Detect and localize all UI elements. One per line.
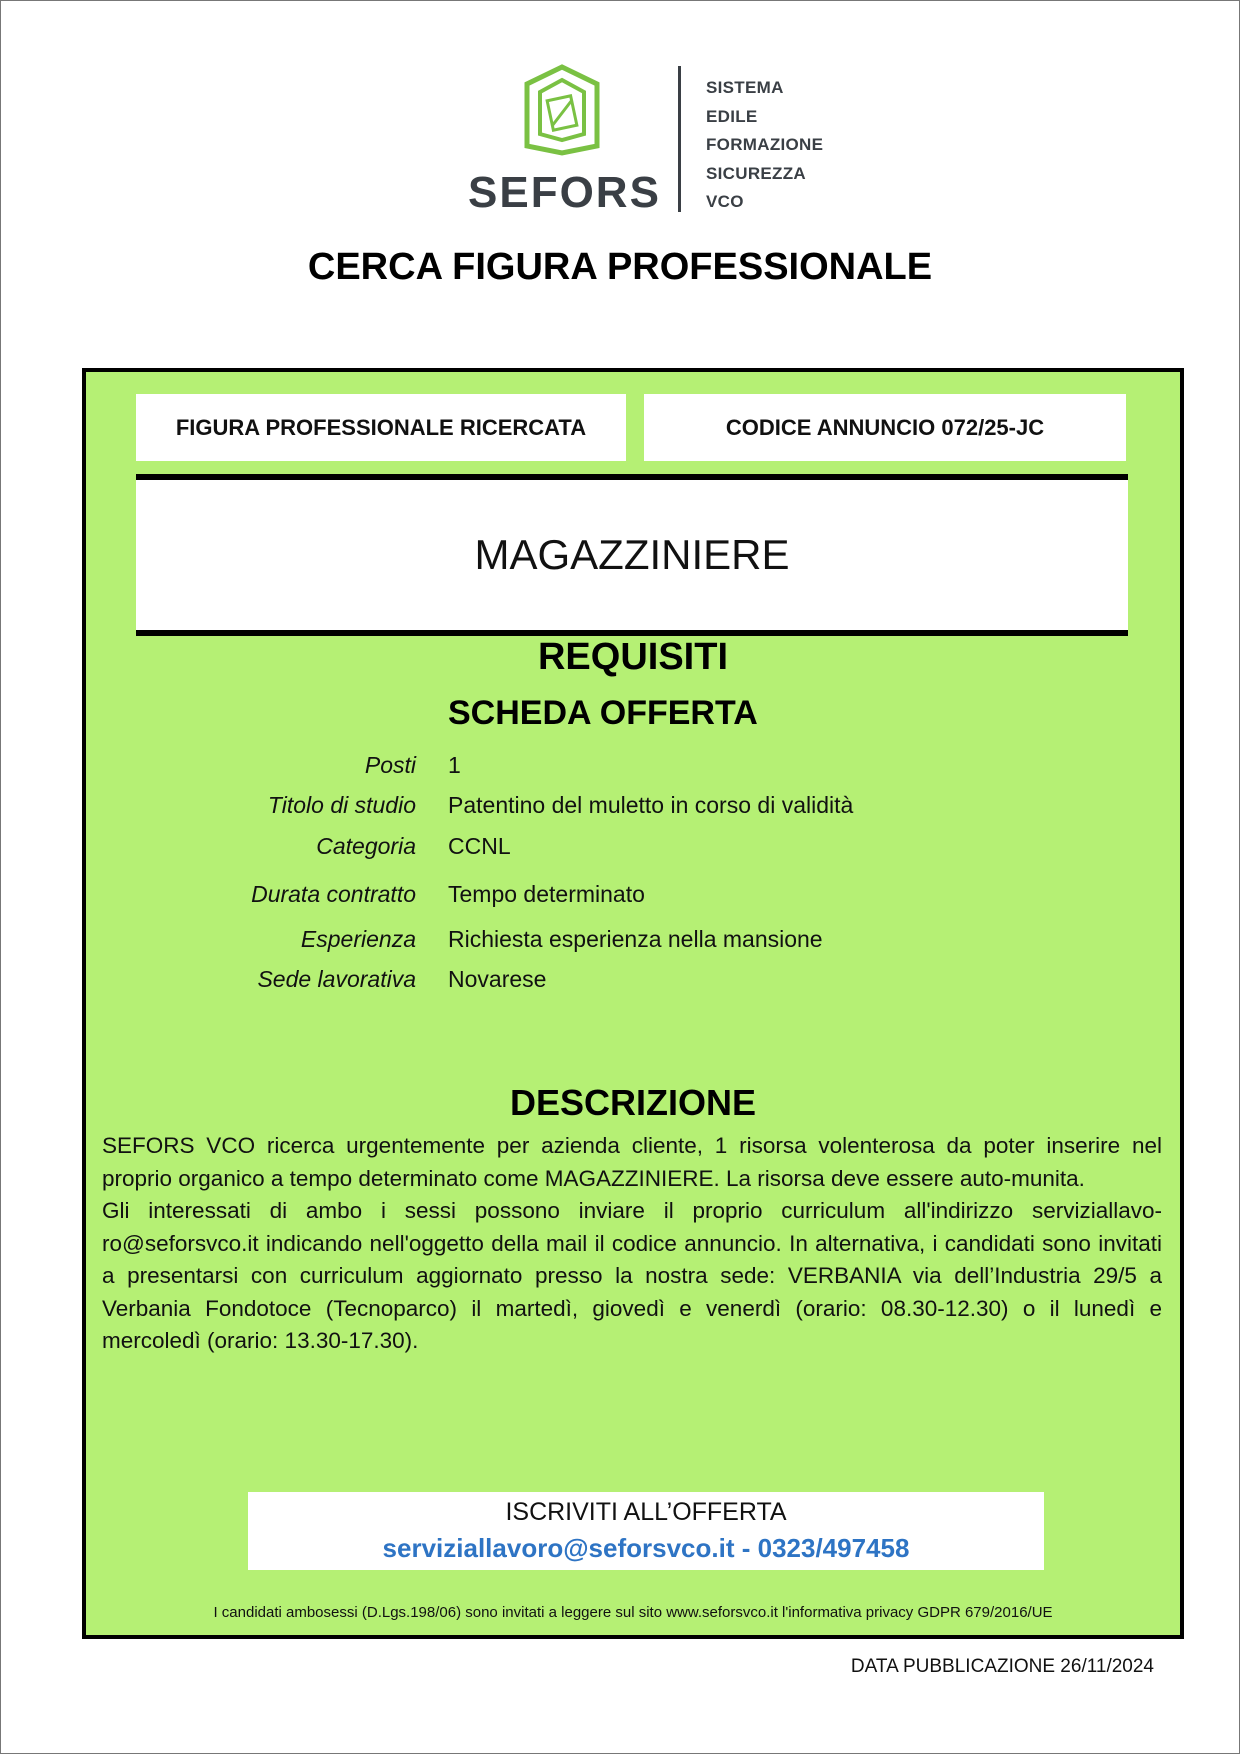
descrizione-heading: DESCRIZIONE <box>509 1082 757 1123</box>
privacy-note: I candidati ambosessi (D.Lgs.198/06) sono invitati a leggere sul sito www.seforsvco.it l'informativa privacy GDPR 679/2016/UE <box>213 1604 1053 1621</box>
spec-label: Titolo di studio <box>267 792 416 818</box>
figura-label: FIGURA PROFESSIONALE RICERCATA <box>175 415 587 440</box>
spec-label: Sede lavorativa <box>257 966 416 992</box>
scheda-heading: SCHEDA OFFERTA <box>448 694 758 732</box>
logo-tagline-line: FORMAZIONE <box>706 135 824 154</box>
description <box>102 1130 1162 1358</box>
apply-contact-link[interactable]: serviziallavoro@seforsvco.it - 0323/497458 <box>382 1533 910 1563</box>
codice-label: CODICE ANNUNCIO 072/25-JC <box>725 415 1045 440</box>
spec-value: Patentino del muletto in corso di validità <box>448 792 854 818</box>
codice-box <box>644 394 1126 461</box>
spec-value: 1 <box>448 752 461 778</box>
spec-row-esperienza <box>86 926 1180 956</box>
page-title: CERCA FIGURA PROFESSIONALE <box>307 246 933 288</box>
logo-tagline-line: SICUREZZA <box>706 163 806 183</box>
spec-value: Richiesta esperienza nella mansione <box>448 926 823 952</box>
spec-row-durata <box>86 881 1180 911</box>
logo-tagline-line: VCO <box>706 192 744 211</box>
spec-row-sede <box>86 966 1180 996</box>
description-paragraph: Gli interessati di ambo i sessi possono inviare il proprio curriculum all'indirizzo serviziallavo-ro@seforsvco.it indicando nell'oggetto della mail il codice annuncio. In alternativa, i candidati sono invitati a presentarsi con curriculum aggiornato presso la nostra sede: VERBANIA via dell’Industria 29/5 a Verbania Fondotoce (Tecnoparco) il martedì, giovedì e venerdì (orario: 08.30-12.30) o il lunedì e mercoledì (orario: 13.30-17.30). <box>102 1198 1162 1353</box>
spec-value: Tempo determinato <box>448 881 645 907</box>
spec-row-categoria <box>86 833 1180 863</box>
spec-row-posti <box>86 752 1180 782</box>
logo-tagline <box>706 78 823 221</box>
offer-panel <box>82 368 1184 1639</box>
spec-value: Novarese <box>448 966 547 992</box>
publication-date: DATA PUBBLICAZIONE 26/11/2024 <box>850 1656 1154 1677</box>
role-box <box>136 474 1128 636</box>
logo-tagline-line: EDILE <box>706 106 758 126</box>
logo-tagline-line: SISTEMA <box>706 78 784 97</box>
spec-label: Esperienza <box>300 926 416 952</box>
logo-divider <box>678 66 681 212</box>
apply-title: ISCRIVITI ALL’OFFERTA <box>505 1498 787 1526</box>
spec-label: Posti <box>364 752 416 778</box>
spec-row-titolo <box>86 792 1180 822</box>
sefors-logo-mark-icon <box>524 64 600 156</box>
description-paragraph: SEFORS VCO ricerca urgentemente per azienda cliente, 1 risorsa volenterosa da poter inserire nel proprio organico a tempo determinato come MAGAZZINIERE. La risorsa deve essere auto-munita. <box>102 1133 1162 1191</box>
role-title: MAGAZZINIERE <box>474 531 790 578</box>
spec-label: Durata contratto <box>251 881 416 907</box>
spec-label: Categoria <box>316 833 416 859</box>
apply-box <box>248 1492 1044 1570</box>
sefors-logo <box>468 64 848 224</box>
logo-wordmark: SEFORS <box>468 168 661 217</box>
requisiti-heading: REQUISITI <box>537 636 729 678</box>
spec-value: CCNL <box>448 833 511 859</box>
figura-box <box>136 394 626 461</box>
